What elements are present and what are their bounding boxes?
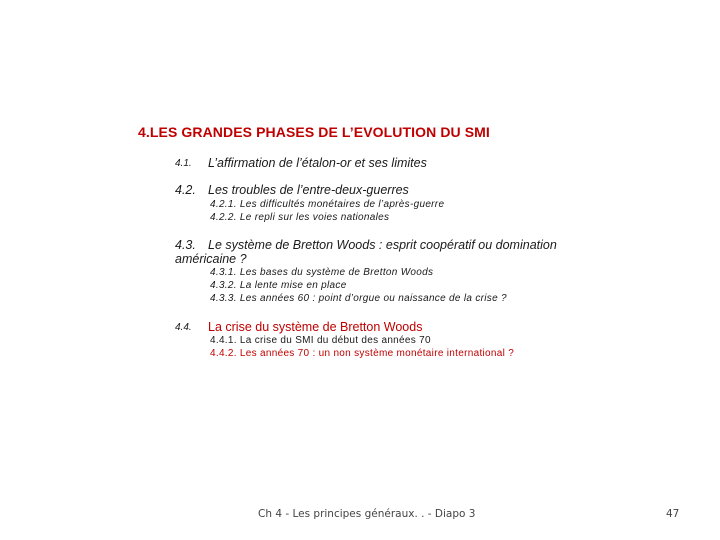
- section-4-4-number: 4.4.: [175, 322, 192, 333]
- subitem-4-2-1: 4.2.1. Les difficultés monétaires de l’après-guerre: [210, 199, 445, 210]
- section-4-2-text: Les troubles de l’entre-deux-guerres: [208, 183, 409, 197]
- subitem-4-3-2: 4.3.2. La lente mise en place: [210, 280, 347, 291]
- subitem-4-2-2: 4.2.2. Le repli sur les voies nationales: [210, 212, 390, 223]
- page-number: 47: [666, 508, 680, 520]
- subitem-4-4-1: 4.4.1. La crise du SMI du début des années 70: [210, 335, 431, 346]
- section-4-2-number: 4.2.: [175, 183, 196, 197]
- section-4-3-number: 4.3.: [175, 238, 196, 252]
- subitem-4-4-2: 4.4.2. Les années 70 : un non système monétaire international ?: [210, 348, 515, 359]
- section-4-3-text: Le système de Bretton Woods : esprit coopératif ou domination: [208, 238, 557, 252]
- section-4-1-text: L’affirmation de l’étalon-or et ses limites: [208, 156, 427, 170]
- subitem-4-3-1: 4.3.1. Les bases du système de Bretton Woods: [210, 267, 434, 278]
- footer-caption: Ch 4 - Les principes généraux. . - Diapo 3: [258, 508, 476, 520]
- section-4-1-number: 4.1.: [175, 158, 192, 169]
- subitem-4-3-3: 4.3.3. Les années 60 : point d’orgue ou naissance de la crise ?: [210, 293, 507, 304]
- section-4-3-text-continued: américaine ?: [175, 252, 247, 266]
- section-4-4-text: La crise du système de Bretton Woods: [208, 320, 423, 334]
- slide-title: 4.LES GRANDES PHASES DE L’EVOLUTION DU SMI: [138, 124, 490, 140]
